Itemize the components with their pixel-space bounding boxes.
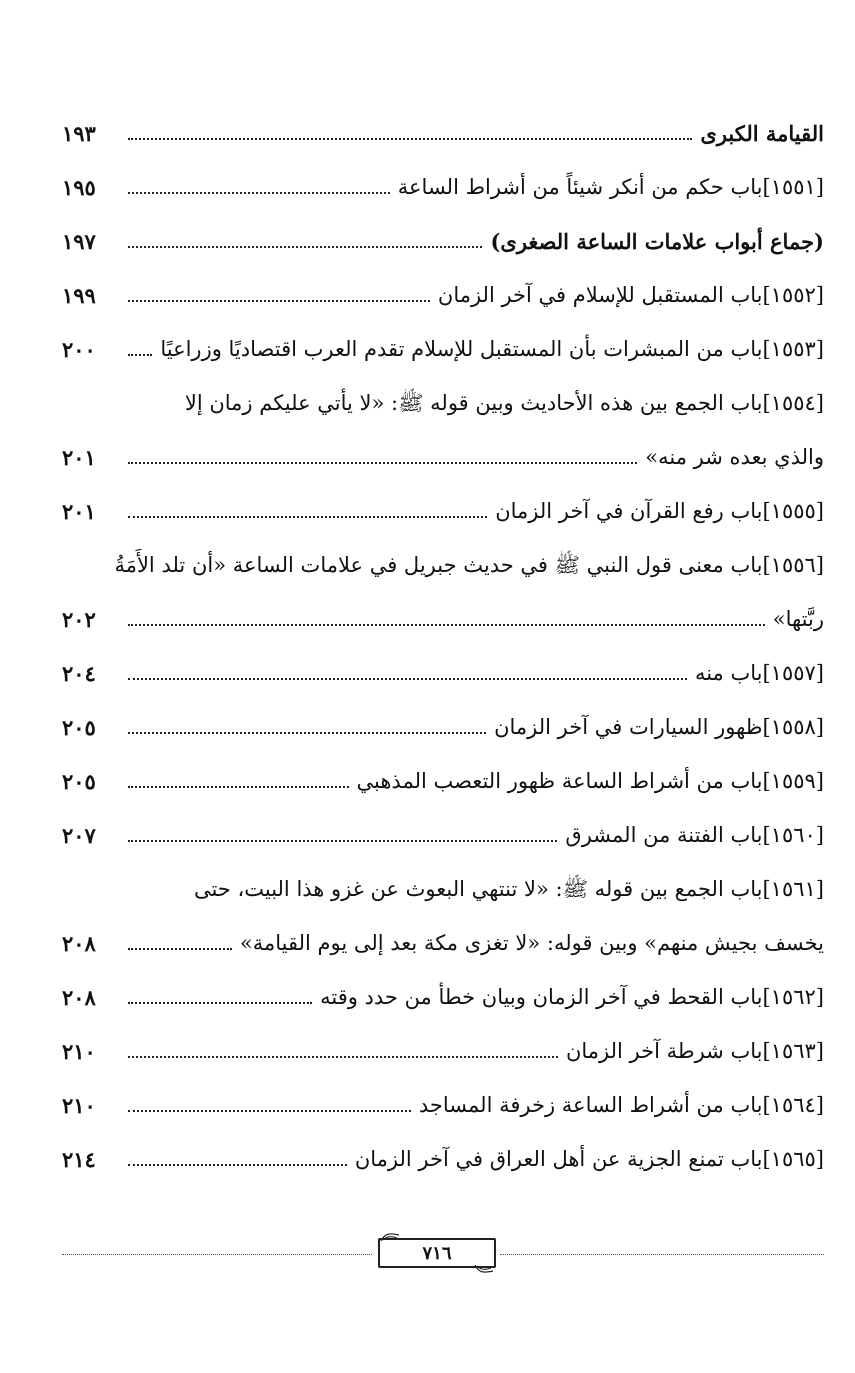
toc-entry-title: [١٥٥٦]باب معنى قول النبي ﷺ في حديث جبريل في علامات الساعة «أن تلد الأَمَةُ [114, 552, 824, 577]
toc-entry [62, 592, 824, 646]
page-footer [62, 1238, 824, 1268]
toc-entry [62, 160, 824, 214]
dot-leader [128, 300, 430, 302]
dot-leader [128, 246, 482, 248]
toc-entry-page: ٢٠٢ [62, 606, 96, 632]
toc-entry-title: [١٥٥٢]باب المستقبل للإسلام في آخر الزمان [437, 282, 824, 307]
toc-entry-page: ٢١٠ [62, 1092, 96, 1118]
toc-entry [62, 646, 824, 700]
toc-entry-title: [١٥٦٤]باب من أشراط الساعة زخرفة المساجد [418, 1092, 824, 1117]
toc-entry [62, 268, 824, 322]
toc-entry-page: ٢٠٨ [62, 930, 96, 956]
dot-leader [128, 1164, 347, 1166]
toc-entry-page: ٢١٠ [62, 1038, 96, 1064]
dot-leader [128, 1110, 411, 1112]
toc-entry-page: ٢٠٧ [62, 822, 96, 848]
toc-entry-page: ٢٠٨ [62, 984, 96, 1010]
toc-entry-title: القيامة الكبرى [700, 120, 824, 146]
toc-entry-title: [١٥٦١]باب الجمع بين قوله ﷺ: «لا تنتهي البعوث عن غزو هذا البيت، حتى [193, 876, 824, 901]
toc-entry-title: (جماع أبواب علامات الساعة الصغرى) [490, 228, 824, 254]
toc-entry-page: ٢٠٤ [62, 660, 96, 686]
toc-entry-title: [١٥٦٥]باب تمنع الجزية عن أهل العراق في آخر الزمان [354, 1146, 824, 1171]
toc-entry [62, 538, 824, 592]
toc-entry-title: [١٥٦٢]باب القحط في آخر الزمان وبيان خطأ من حدد وقته [320, 984, 824, 1009]
toc-entry [62, 862, 824, 916]
dot-leader [128, 192, 390, 194]
dot-leader [128, 354, 152, 356]
toc-entry-page: ٢٠٠ [62, 336, 96, 362]
table-of-contents [62, 106, 824, 1186]
toc-entry [62, 700, 824, 754]
toc-entry-title: والذي بعده شر منه» [645, 444, 824, 469]
toc-entry-title: [١٥٥٥]باب رفع القرآن في آخر الزمان [495, 498, 824, 523]
corner-ornament-icon [474, 1264, 494, 1274]
toc-entry-title: [١٥٦٣]باب شرطة آخر الزمان [565, 1038, 824, 1063]
toc-entry-title: [١٥٦٠]باب الفتنة من المشرق [565, 822, 824, 847]
toc-entry [62, 106, 824, 160]
toc-entry [62, 1078, 824, 1132]
dot-leader [128, 732, 486, 734]
toc-entry-page: ٢٠٥ [62, 768, 96, 794]
toc-entry [62, 754, 824, 808]
toc-entry [62, 430, 824, 484]
toc-entry-title: [١٥٥١]باب حكم من أنكر شيئاً من أشراط الساعة [397, 174, 824, 199]
toc-entry-page: ٢٠٥ [62, 714, 96, 740]
toc-entry-page: ٢٠١ [62, 498, 96, 524]
dot-leader [128, 786, 349, 788]
toc-entry-page: ٢٠١ [62, 444, 96, 470]
dot-leader [128, 948, 232, 950]
toc-entry [62, 1132, 824, 1186]
toc-entry [62, 916, 824, 970]
toc-entry-title: [١٥٥٨]ظهور السيارات في آخر الزمان [494, 714, 824, 739]
dot-leader [128, 1002, 312, 1004]
dot-leader [128, 138, 692, 140]
toc-entry [62, 484, 824, 538]
footer-rule-left [62, 1254, 372, 1255]
toc-entry [62, 322, 824, 376]
dot-leader [128, 462, 637, 464]
dot-leader [128, 1056, 558, 1058]
toc-entry-page: ١٩٣ [62, 120, 96, 146]
toc-entry-page: ١٩٩ [62, 282, 96, 308]
toc-entry-page: ١٩٥ [62, 174, 96, 200]
toc-entry [62, 1024, 824, 1078]
toc-entry-title: [١٥٥٣]باب من المبشرات بأن المستقبل للإسلام تقدم العرب اقتصاديًا وزراعيًا [160, 336, 824, 361]
toc-entry [62, 214, 824, 268]
dot-leader [128, 678, 687, 680]
dot-leader [128, 624, 765, 626]
toc-entry [62, 376, 824, 430]
toc-entry [62, 808, 824, 862]
toc-entry-title: [١٥٥٤]باب الجمع بين هذه الأحاديث وبين قوله ﷺ: «لا يأتي عليكم زمان إلا [184, 390, 824, 415]
toc-entry [62, 970, 824, 1024]
toc-entry-title: [١٥٥٧]باب منه [694, 660, 824, 685]
dot-leader [128, 516, 487, 518]
page-number: ٧١٦ [378, 1238, 496, 1268]
footer-rule-right [500, 1254, 824, 1255]
toc-entry-title: [١٥٥٩]باب من أشراط الساعة ظهور التعصب المذهبي [356, 768, 824, 793]
toc-entry-page: ١٩٧ [62, 228, 96, 254]
toc-entry-title: ربَّتها» [772, 606, 824, 631]
toc-entry-title: يخسف بجيش منهم» وبين قوله: «لا تغزى مكة بعد إلى يوم القيامة» [239, 930, 824, 955]
dot-leader [128, 840, 557, 842]
toc-entry-page: ٢١٤ [62, 1146, 96, 1172]
